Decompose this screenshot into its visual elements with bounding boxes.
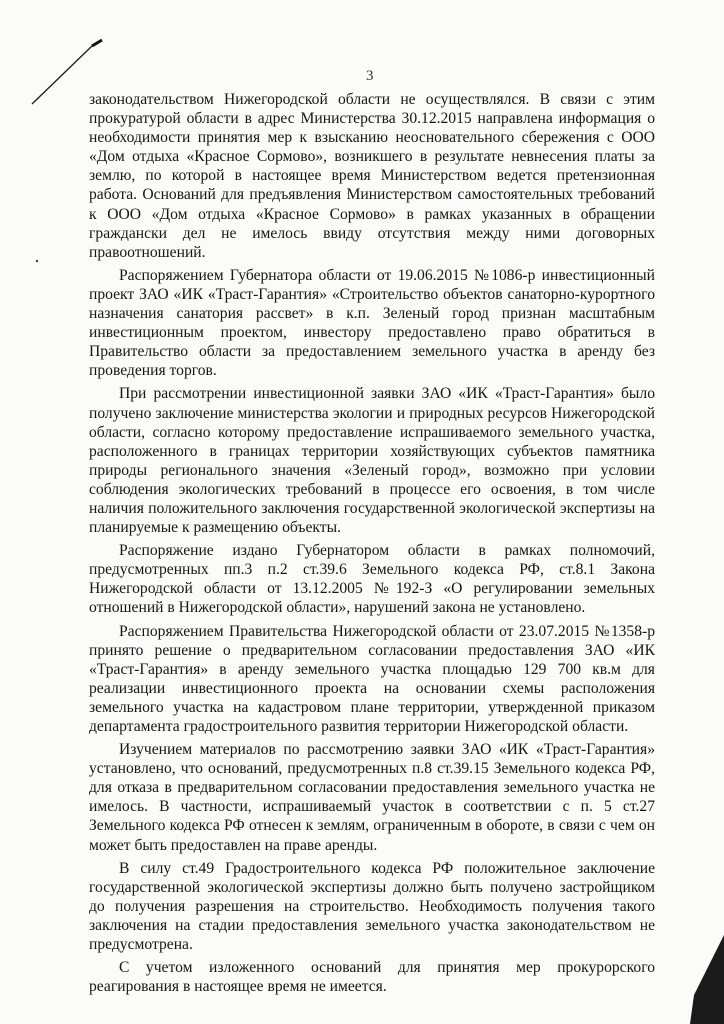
paragraph-7: В силу ст.49 Градостроительного кодекса РФ положительное заключение государственной экологической экспертизы должно быть получено застройщиком до получения разрешения на строительство. Необходимость получения такого заключения на стадии предоставления земельного участка законодательством не предусмотрена.	[89, 859, 655, 954]
page-number: 3	[366, 68, 374, 84]
document-body	[89, 90, 655, 1000]
scan-corner-mark	[690, 935, 724, 1024]
paragraph-5: Распоряжением Правительства Нижегородской области от 23.07.2015 №1358-р принято решение о предварительном согласовании предоставления ЗАО «ИК «Траст-Гарантия» в аренду земельного участка площадью 129 700 кв.м для реализации инвестиционного проекта на основании схемы расположения земельного участка на кадастровом плане территории, утвержденной приказом департамента градостроительного развития территории Нижегородской области.	[89, 622, 655, 735]
paragraph-1: законодательством Нижегородской области не осуществлялся. В связи с этим прокуратурой области в адрес Министерства 30.12.2015 направлена информация о необходимости принятия мер к взысканию неосновательного сбережения с ООО «Дом отдыха «Красное Сормово», возникшего в результате невнесения платы за землю, по которой в настоящее время Министерством ведется претензионная работа. Оснований для предъявления Министерством самостоятельных требований к ООО «Дом отдыха «Красное Сормово» в рамках указанных в обращении граждански дел не имелось ввиду отсутствия между ними договорных правоотношений.	[89, 91, 655, 261]
scan-dot-mark	[34, 258, 44, 268]
paragraph-4: Распоряжение издано Губернатором области в рамках полномочий, предусмотренных пп.3 п.2 ст.39.6 Земельного кодекса РФ, ст.8.1 Закона Нижегородской области от 13.12.2005 №192-З «О регулировании земельных отношений в Нижегородской области», нарушений закона не установлено.	[89, 542, 655, 617]
paragraph-3: При рассмотрении инвестиционной заявки ЗАО «ИК «Траст-Гарантия» было получено заключение министерства экологии и природных ресурсов Нижегородской области, согласно которому предоставление испрашиваемого земельного участка, расположенного в границах территории хозяйствующих субъектов памятника природы регионального значения «Зеленый город», возможно при условии соблюдения экологических требований в процессе его освоения, в том числе наличия положительного заключения государственной экологической экспертизы на планируемые к размещению объекты.	[89, 385, 655, 537]
paragraph-2: Распоряжением Губернатора области от 19.06.2015 №1086-р инвестиционный проект ЗАО «ИК «Траст-Гарантия» «Строительство объектов санаторно-курортного назначения санатория рассвет» в к.п. Зеленый город признан масштабным инвестиционным проектом, инвестору предоставлено право обратиться в Правительство области за предоставлением земельного участка в аренду без проведения торгов.	[89, 266, 655, 380]
paragraph-6: Изучением материалов по рассмотрению заявки ЗАО «ИК «Траст-Гарантия» установлено, что оснований, предусмотренных п.8 ст.39.15 Земельного кодекса РФ, для отказа в предварительном согласовании предоставления земельного участка не имелось. В частности, испрашиваемый участок в соответствии с п. 5 ст.27 Земельного кодекса РФ отнесен к землям, ограниченным в обороте, в связи с чем он может быть предоставлен на праве аренды.	[89, 741, 655, 854]
paragraph-8: С учетом изложенного оснований для принятия мер прокурорского реагирования в настоящее время не имеется.	[89, 959, 655, 996]
